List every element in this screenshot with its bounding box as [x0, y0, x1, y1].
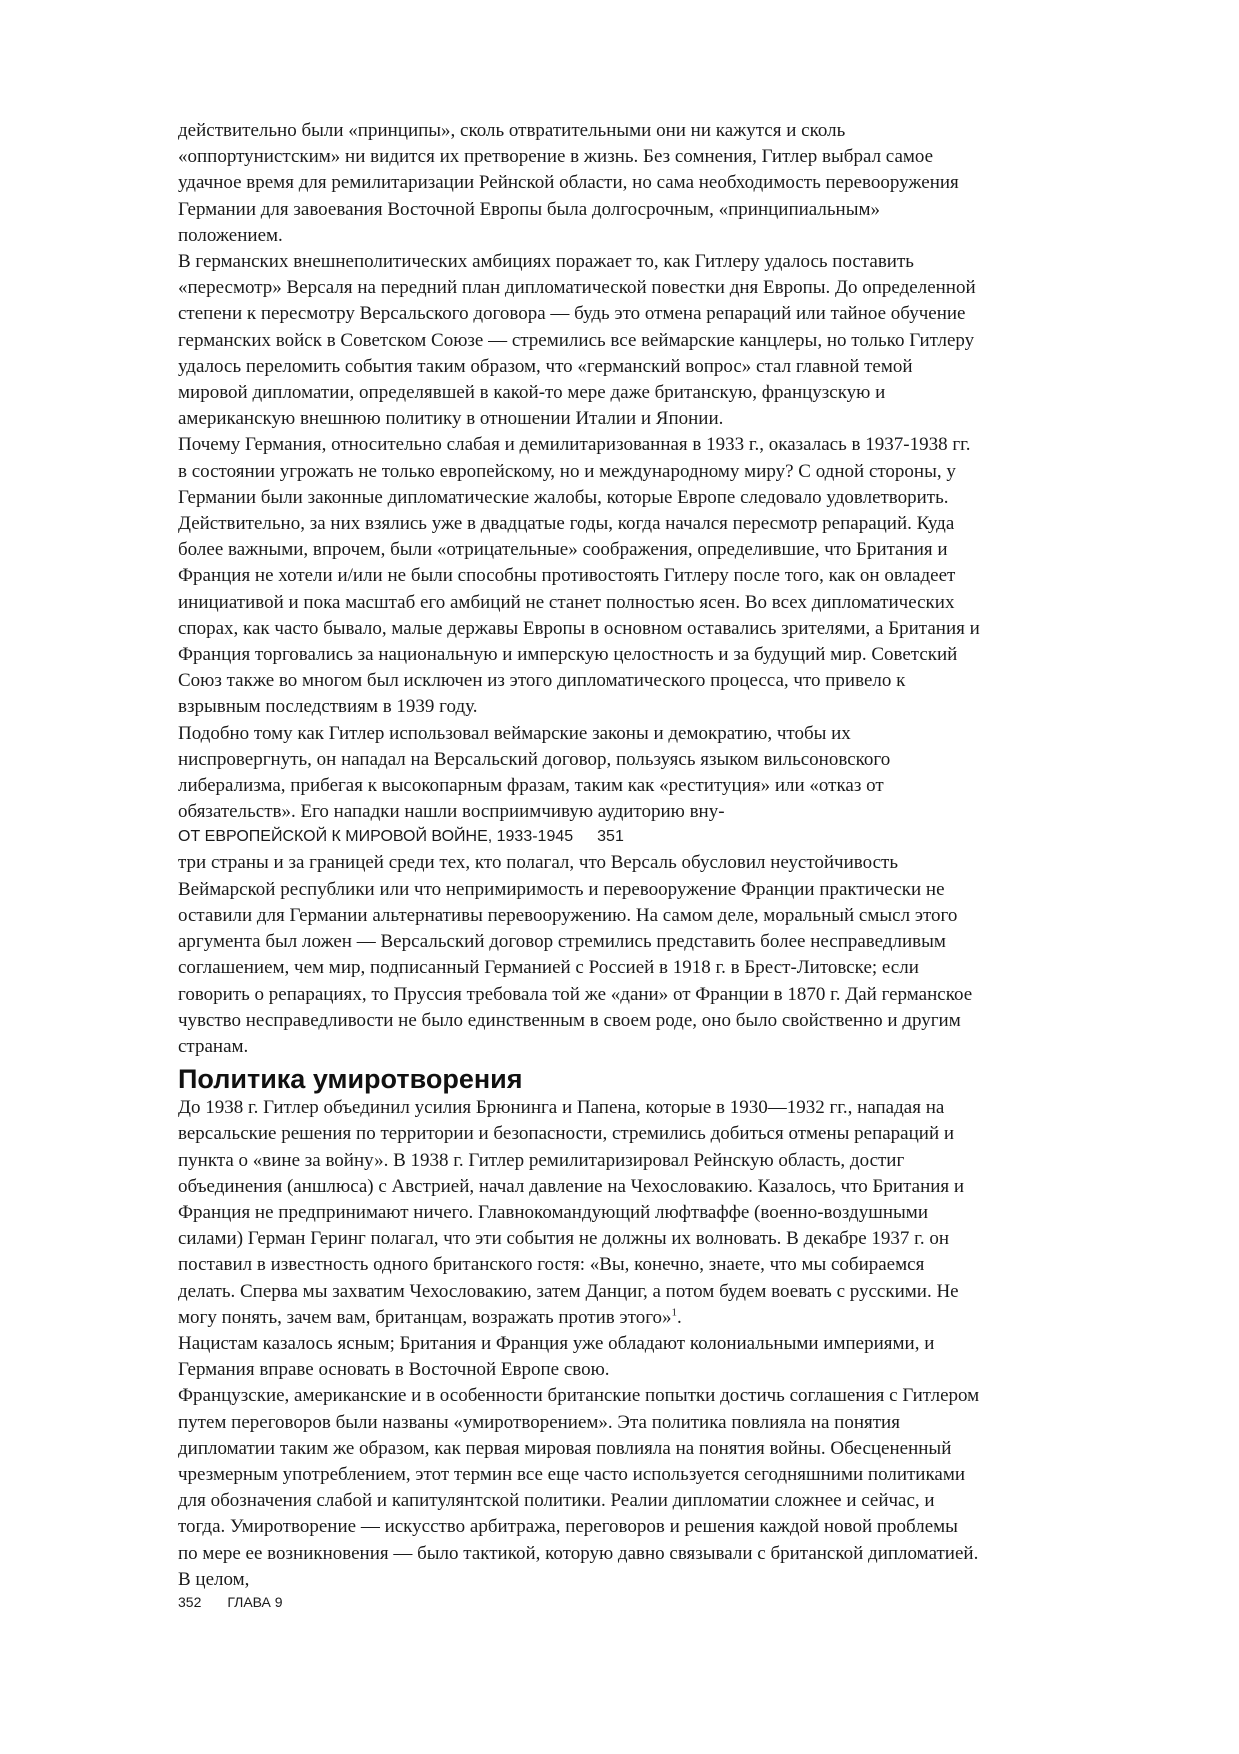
text-line: ниспровергнуть, он нападал на Версальский договор, пользуясь языком вильсоновского — [178, 748, 891, 770]
text-line: пункта о «вине за войну». В 1938 г. Гитлер ремилитаризировал Рейнскую область, достиг — [178, 1149, 905, 1171]
text-line: делать. Сперва мы захватим Чехословакию, затем Данциг, а потом будем воевать с русскими. Не — [178, 1280, 959, 1302]
page-footer — [178, 1593, 1158, 1611]
document-page — [178, 118, 1158, 1611]
text-line: тогда. Умиротворение — искусство арбитража, переговоров и решения каждой новой проблемы — [178, 1516, 958, 1538]
text-line-quote-end — [178, 1305, 1158, 1331]
text-line: удачное время для ремилитаризации Рейнской области, но сама необходимость перевооружения — [178, 172, 959, 194]
running-header-title: ОТ ЕВРОПЕЙСКОЙ К МИРОВОЙ ВОЙНЕ, 1933-1945 — [178, 828, 574, 846]
text-block-3 — [178, 1095, 1158, 1305]
text-line: Французские, американские и в особенности британские попытки достичь соглашения с Гитлером — [178, 1385, 980, 1407]
footer-page-number: 352 — [178, 1593, 202, 1610]
text-line: В германских внешнеполитических амбициях поражает то, как Гитлеру удалось поставить — [178, 251, 914, 273]
text-line: более важными, впрочем, были «отрицательные» соображения, определившие, что Британия и — [178, 539, 948, 561]
text-line: объединения (аншлюса) с Австрией, начал давление на Чехословакию. Казалось, что Британия и — [178, 1175, 965, 1197]
text-line: Германии были законные дипломатические жалобы, которые Европе следовало удовлетворить. — [178, 486, 949, 508]
text-line: обязательств». Его нападки нашли восприимчивую аудиторию вну- — [178, 801, 725, 823]
text-line: странам. — [178, 1035, 249, 1057]
text-line: удалось переломить события таким образом, что «германский вопрос» стал главной темой — [178, 355, 913, 377]
text-line: спорах, как часто бывало, малые державы Европы в основном оставались зрителями, а Британия и — [178, 617, 980, 639]
text-line: Франция не хотели и/или не были способны противостоять Гитлеру после того, как он овладеет — [178, 565, 956, 587]
text-line: Германии для завоевания Восточной Европы была долгосрочным, «принципиальным» — [178, 198, 880, 220]
text-line: оставили для Германии альтернативы перевооружению. На самом деле, моральный смысл этого — [178, 904, 958, 926]
section-heading: Политика умиротворения — [178, 1064, 523, 1095]
text-block-4 — [178, 1331, 1158, 1593]
text-line: положением. — [178, 224, 283, 246]
text-line: германских войск в Советском Союзе — стремились все веймарские канцлеры, но только Гитлеру — [178, 329, 975, 351]
text-line: либерализма, прибегая к высокопарным фразам, таким как «реституция» или «отказ от — [178, 775, 884, 797]
text-line: версальские решения по территории и безопасности, стремились добиться отмены репараций и — [178, 1123, 955, 1145]
text-line: чрезмерным употреблением, этот термин все еще часто используется сегодняшними политиками — [178, 1463, 966, 1485]
text-line: чувство несправедливости не было единственным в своем роде, оно было свойственно и другим — [178, 1009, 961, 1031]
text-line: инициативой и пока масштаб его амбиций не станет полностью ясен. Во всех дипломатических — [178, 591, 955, 613]
text-line: для обозначения слабой и капитулянтской политики. Реалии дипломатии сложнее и сейчас, и — [178, 1490, 935, 1512]
text-line: действительно были «принципы», сколь отвратительными они ни кажутся и сколь — [178, 120, 846, 141]
text-line: «пересмотр» Версаля на передний план дипломатической повестки дня Европы. До определенной — [178, 277, 976, 299]
text-line: соглашением, чем мир, подписанный Германией с Россией в 1918 г. в Брест-Литовске; если — [178, 957, 919, 979]
text-line: Действительно, за них взялись уже в двадцатые годы, когда начался пересмотр репараций. Куда — [178, 513, 955, 535]
text-block-2 — [178, 850, 1158, 1060]
quote-end-tail: . — [677, 1306, 682, 1328]
text-line: В целом, — [178, 1568, 250, 1590]
text-line: Германия вправе основать в Восточной Европе свою. — [178, 1359, 610, 1381]
text-line: До 1938 г. Гитлер объединил усилия Брюнинга и Папена, которые в 1930—1932 гг., нападая на — [178, 1097, 945, 1119]
text-line: три страны и за границей среди тех, кто полагал, что Версаль обусловил неустойчивость — [178, 852, 898, 874]
text-line: силами) Герман Геринг полагал, что эти события не должны их волновать. В декабре 1937 г. он — [178, 1228, 949, 1250]
quote-end-text: могу понять, зачем вам, британцам, возражать против этого» — [178, 1306, 672, 1328]
text-line: в состоянии угрожать не только европейскому, но и международному миру? С одной стороны, у — [178, 460, 956, 482]
text-line: взрывным последствиям в 1939 году. — [178, 696, 478, 718]
text-line: Франция торговались за национальную и имперскую целостность и за будущий мир. Советский — [178, 644, 958, 666]
text-line: аргумента был ложен — Версальский договор стремились представить более несправедливым — [178, 931, 946, 953]
text-line: американскую внешнюю политику в отношении Италии и Японии. — [178, 408, 724, 430]
text-line: путем переговоров были названы «умиротворением». Эта политика повлияла на понятия — [178, 1411, 900, 1433]
text-block-1 — [178, 118, 1158, 825]
running-header — [178, 826, 1158, 848]
text-line: Почему Германия, относительно слабая и демилитаризованная в 1933 г., оказалась в 1937-1938 гг. — [178, 434, 971, 456]
text-line: Подобно тому как Гитлер использовал веймарские законы и демократию, чтобы их — [178, 722, 851, 744]
text-line: по мере ее возникновения — было тактикой, которую давно связывали с британской дипломатией. — [178, 1542, 979, 1564]
text-line: Франция не предпринимают ничего. Главнокомандующий люфтваффе (военно-воздушными — [178, 1201, 928, 1223]
footer-chapter-label: ГЛАВА 9 — [227, 1593, 283, 1610]
text-line: Веймарской республики или что непримиримость и перевооружение Франции практически не — [178, 878, 945, 900]
text-line: степени к пересмотру Версальского договора — будь это отмена репараций или тайное обучение — [178, 303, 966, 325]
text-line: говорить о репарациях, то Пруссия требовала той же «дани» от Франции в 1870 г. Дай германское — [178, 983, 973, 1005]
text-line: мировой дипломатии, определявшей в какой-то мере даже британскую, французскую и — [178, 382, 886, 404]
text-line: Союз также во многом был исключен из этого дипломатического процесса, что привело к — [178, 670, 906, 692]
text-line: «оппортунистским» ни видится их претворение в жизнь. Без сомнения, Гитлер выбрал самое — [178, 146, 934, 168]
text-line: Нацистам казалось ясным; Британия и Франция уже обладают колониальными империями, и — [178, 1332, 935, 1354]
footnote-ref: 1 — [671, 1306, 678, 1319]
text-line: дипломатии таким же образом, как первая мировая повлияла на понятия войны. Обесцененный — [178, 1437, 952, 1459]
running-header-page-number: 351 — [597, 828, 624, 846]
text-line: поставил в известность одного британского гостя: «Вы, конечно, знаете, что мы собираемся — [178, 1254, 925, 1276]
